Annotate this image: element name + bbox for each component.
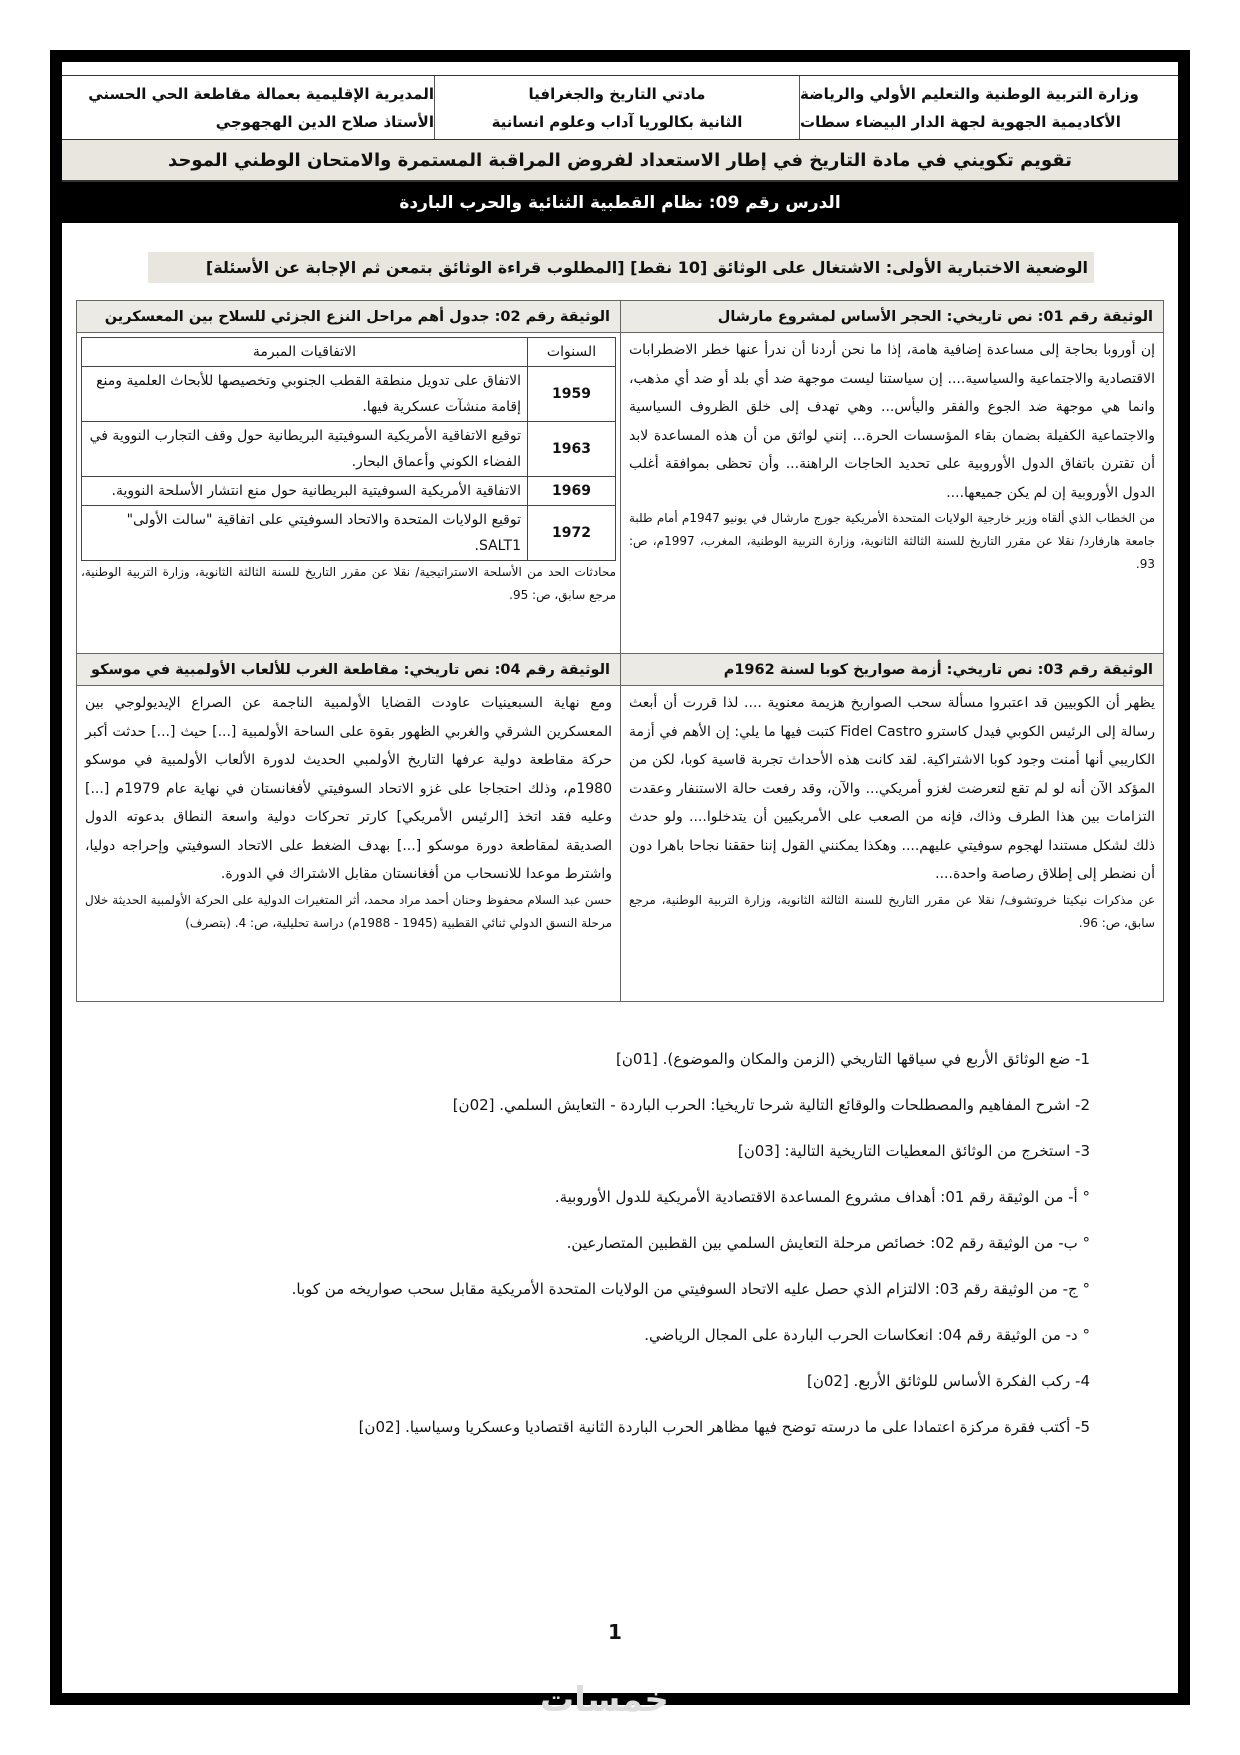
year: 1959	[528, 367, 616, 422]
teacher-name: الأستاذ صلاح الدين الهجهوجي	[215, 112, 434, 131]
doc3-text: يظهر أن الكوبيين قد اعتبروا مسألة سحب الصواريخ هزيمة معنوية .... لذا قررت أن أبعث رسالة إلى الرئيس الكوبي فيدل كاسترو Fidel Castro كتبت فيها ما يلي: إن الأهم في أزمة الكاريبي أنها أمنت وجود كوبا الاشتراكية. لقد كانت هذه الأحداث تجربة قاسية كوبا، لكن من المؤكد الآن أنه لو لم تقع لتعرضت لغزو أمريكي... والآن، وقد رفعت حالة الاستنفار وعقدت التزامات بين هذا الطرف وذاك، فإنه من الصعب على الأمريكيين أن يتدخلوا.... ولو حدث ذلك لشكل مستندا لهجوم سوفيتي عليهم.... وهكذا يمكنني القول إننا حققنا نجاحا باهرا دون أن نضطر إلى إطلاق رصاصة واحدة....	[629, 695, 1155, 882]
question-3b: ° ب- من الوثيقة رقم 02: خصائص مرحلة التعايش السلمي بين القطبين المتصارعين.	[566, 1234, 1090, 1252]
doc3-source: عن مذكرات نيكيتا خروتشوف/ نقلا عن مقرر التاريخ للسنة الثالثة الثانوية، وزارة التربية الوطنية، مرجع سابق، ص: 96.	[629, 892, 1155, 930]
year: 1969	[528, 477, 616, 506]
question-4: 4- ركب الفكرة الأساس للوثائق الأربع. [02ن]	[806, 1372, 1090, 1390]
doc2-source: محادثات الحد من الأسلحة الاستراتيجية/ نقلا عن مقرر التاريخ للسنة الثالثة الثانوية، وزارة التربية الوطنية، مرجع سابق، ص: 95.	[81, 565, 616, 602]
question-3d: ° د- من الوثيقة رقم 04: انعكاسات الحرب الباردة على المجال الرياضي.	[644, 1326, 1090, 1344]
year: 1972	[528, 506, 616, 561]
col-agreements: الاتفاقيات المبرمة	[82, 338, 528, 367]
question-3: 3- استخرج من الوثائق المعطيات التاريخية التالية: [03ن]	[737, 1142, 1090, 1160]
question-3c: ° ج- من الوثيقة رقم 03: الالتزام الذي حصل عليه الاتحاد السوفيتي من الولايات المتحدة الأمريكية مقابل سحب صواريخه من كوبا.	[291, 1280, 1090, 1298]
doc2-body	[77, 333, 620, 654]
academy-name: الأكاديمية الجهوية لجهة الدار البيضاء سطات	[800, 112, 1121, 131]
table-row	[82, 422, 616, 477]
disarmament-table	[81, 337, 616, 561]
doc1-title: الوثيقة رقم 01: نص تاريخي: الحجر الأساس لمشروع مارشال	[620, 301, 1163, 333]
doc4-title: الوثيقة رقم 04: نص تاريخي: مقاطعة الغرب للألعاب الأولمبية في موسكو	[77, 654, 620, 686]
doc1-body	[620, 333, 1163, 654]
exam-title: تقويم تكويني في مادة التاريخ في إطار الاستعداد لفروض المراقبة المستمرة والامتحان الوطني الموحد	[62, 140, 1178, 182]
doc4-source: حسن عبد السلام محفوظ وحنان أحمد مراد محمد، أثر المتغيرات الدولية على الحركة الأولمبية الحديثة خلال مرحلة النسق الدولي ثنائي القطبية (1945 - 1988م) دراسة تحليلية، ص: 4. (بتصرف)	[85, 892, 612, 930]
question-3a: ° أ- من الوثيقة رقم 01: أهداف مشروع المساعدة الاقتصادية الأمريكية للدول الأوروبية.	[554, 1188, 1090, 1206]
header-directorate	[62, 76, 434, 139]
page-number: 1	[608, 1620, 622, 1644]
watermark-logo: خمسات	[540, 1680, 669, 1720]
doc3-body	[620, 686, 1163, 1001]
year: 1963	[528, 422, 616, 477]
situation-heading: الوضعية الاختبارية الأولى: الاشتغال على الوثائق [10 نقط] [المطلوب قراءة الوثائق بتمعن ثم الإجابة عن الأسئلة]	[148, 252, 1094, 283]
table-row	[82, 477, 616, 506]
directorate-name: المديرية الإقليمية بعمالة مقاطعة الحي الحسني	[88, 84, 434, 103]
doc2-title: الوثيقة رقم 02: جدول أهم مراحل النزع الجزئي للسلاح بين المعسكرين	[77, 301, 620, 333]
doc4-body	[77, 686, 620, 1001]
subject-name: مادتي التاريخ والجغرافيا	[528, 84, 706, 103]
header-subject	[434, 76, 799, 139]
question-5: 5- أكتب فقرة مركزة اعتمادا على ما درسته توضح فيها مظاهر الحرب الباردة الثانية اقتصاديا وعسكريا وسياسيا. [02ن]	[358, 1418, 1090, 1436]
agreement: الاتفاق على تدويل منطقة القطب الجنوبي وتخصيصها للأبحاث العلمية ومنع إقامة منشآت عسكرية فيها.	[82, 367, 528, 422]
header-table	[62, 75, 1178, 140]
ministry-name: وزارة التربية الوطنية والتعليم الأولي والرياضة	[800, 84, 1139, 103]
doc1-source: من الخطاب الذي ألقاه وزير خارجية الولايات المتحدة الأمريكية جورج مارشال في يونيو 1947م أمام طلبة جامعة هارفارد/ نقلا عن مقرر التاريخ للسنة الثالثة الثانوية، وزارة التربية الوطنية، المغرب، 1997م، ص: 93.	[629, 511, 1156, 571]
question-1: 1- ضع الوثائق الأربع في سياقها التاريخي (الزمن والمكان والموضوع). [01ن]	[616, 1050, 1090, 1068]
doc4-text: ومع نهاية السبعينيات عاودت القضايا الأولمبية الناجمة عن الصراع الإيديولوجي بين المعسكرين الشرقي والغربي الظهور بقوة على الساحة الأولمبية [...] حيث [...] حدثت أكبر حركة مقاطعة دولية عرفها التاريخ الأولمبي الحديث لدورة الألعاب الأولمبية في موسكو 1980م، وذلك احتجاجا على غزو الاتحاد السوفيتي لأفغانستان في نهاية عام 1979م [...] وعليه فقد اتخذ [الرئيس الأمريكي] كارتر تحركات دولية واسعة النطاق بدعوته الدول الصديقة لمقاطعة دورة موسكو [...] بهدف الضغط على الاتحاد السوفيتي وإحراجه دوليا، واشترط موعدا للانسحاب من أفغانستان مقابل الاشتراك في الدورة.	[85, 695, 612, 882]
agreement: توقيع الولايات المتحدة والاتحاد السوفيتي على اتفاقية "سالت الأولى" SALT1.	[82, 506, 528, 561]
header-ministry	[799, 76, 1178, 139]
documents-table	[76, 300, 1164, 1002]
lesson-title: الدرس رقم 09: نظام القطبية الثنائية والحرب الباردة	[62, 182, 1178, 223]
agreement: الاتفاقية الأمريكية السوفيتية البريطانية حول منع انتشار الأسلحة النووية.	[82, 477, 528, 506]
doc3-title: الوثيقة رقم 03: نص تاريخي: أزمة صواريخ كوبا لسنة 1962م	[620, 654, 1163, 686]
table-row	[82, 367, 616, 422]
class-level: الثانية بكالوريا آداب وعلوم انسانية	[491, 112, 743, 131]
agreement: توقيع الاتفاقية الأمريكية السوفيتية البريطانية حول وقف التجارب النووية في الفضاء الكوني وأعماق البحار.	[82, 422, 528, 477]
doc1-text: إن أوروبا بحاجة إلى مساعدة إضافية هامة، إذا ما نحن أردنا أن ندرأ عنها خطر الاضطرابات الاقتصادية والاجتماعية والسياسية.... إن سياستنا ليست موجهة ضد أي بلد أو ضد أي مذهب، وانما هي موجهة ضد الجوع والفقر واليأس... وهي تهدف إلى خلق الظروف السياسية والاجتماعية الكفيلة بضمان بقاء المؤسسات الحرة... إنني لواثق من أن هذه المساعدة لابد أن تقترن باتفاق الدول الأوروبية على تحديد الحاجات الراهنة... وأن تحظى بموافقة أغلب الدول الأوروبية إن لم يكن جميعها....	[629, 342, 1155, 501]
table-row	[82, 506, 616, 561]
question-2: 2- اشرح المفاهيم والمصطلحات والوقائع التالية شرحا تاريخيا: الحرب الباردة - التعايش السلمي. [02ن]	[452, 1096, 1090, 1114]
col-years: السنوات	[528, 338, 616, 367]
